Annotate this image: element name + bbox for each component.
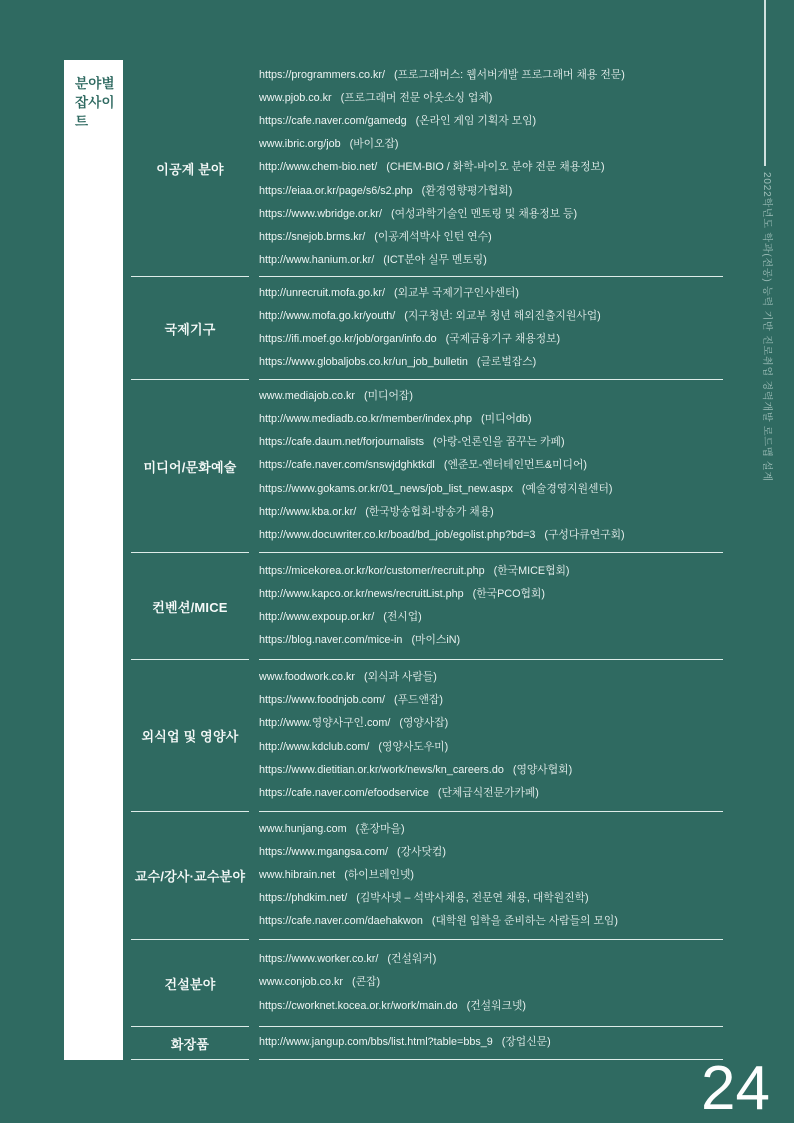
jobsite-url: https://www.foodnjob.com/	[259, 694, 386, 707]
category-label: 국제기구	[131, 277, 249, 380]
jobsite-entry	[259, 351, 723, 374]
jobsite-url: https://blog.naver.com/mice-in	[259, 634, 403, 647]
jobsite-url: https://www.globaljobs.co.kr/un_job_bulletin	[259, 356, 468, 369]
jobsite-entry	[259, 841, 723, 864]
jobsite-url: https://snejob.brms.kr/	[259, 230, 366, 243]
jobsite-url: https://www.wbridge.or.kr/	[259, 207, 383, 220]
table-section	[131, 60, 723, 277]
jobsite-description: (예술경영지원센터)	[521, 482, 613, 495]
jobsite-url: https://www.dietitian.or.kr/work/news/kn_careers.do	[259, 763, 504, 776]
jobsite-entry	[259, 910, 723, 933]
jobsite-url: http://www.hanium.or.kr/	[259, 253, 375, 266]
jobsite-url: https://www.mgangsa.com/	[259, 845, 389, 858]
jobsite-description: (프로그래머스: 웹서버개발 프로그래머 채용 전문)	[394, 69, 625, 82]
jobsite-url: http://www.영양사구인.com/	[259, 717, 391, 730]
jobsite-url: www.pjob.co.kr	[259, 92, 332, 105]
jobsite-url: https://cafe.naver.com/efoodservice	[259, 786, 429, 799]
jobsite-description: (외교부 국제기구인사센터)	[394, 286, 519, 299]
jobsite-description: (글로벌잡스)	[476, 356, 537, 369]
jobsite-entry	[259, 887, 723, 910]
table-section	[131, 940, 723, 1027]
entry-list	[259, 380, 723, 553]
jobsite-entry	[259, 454, 723, 477]
jobsite-entry	[259, 64, 723, 87]
jobsite-entry	[259, 431, 723, 454]
jobsite-entry	[259, 203, 723, 226]
jobsite-description: (ICT분야 실무 멘토링)	[383, 253, 487, 266]
jobsite-description: (김박사넷 – 석박사채용, 전문연 채용, 대학원진학)	[356, 892, 589, 905]
jobsite-url: http://www.kba.or.kr/	[259, 505, 357, 518]
jobsite-description: (구성다큐연구회)	[544, 528, 625, 541]
jobsite-url: www.hunjang.com	[259, 822, 347, 835]
category-label: 이공계 분야	[131, 60, 249, 277]
jobsite-description: (미디어db)	[481, 413, 532, 426]
jobsite-entry	[259, 629, 723, 652]
jobsite-entry	[259, 818, 723, 841]
jobsite-entry	[259, 759, 723, 782]
jobsite-description: (국제금융기구 채용정보)	[445, 333, 561, 345]
jobsite-entry	[259, 478, 723, 501]
jobsite-url: https://phdkim.net/	[259, 892, 348, 905]
jobsite-entry	[259, 282, 723, 305]
jobsite-description: (마이스iN)	[411, 634, 461, 647]
jobsite-url: http://www.mofa.go.kr/youth/	[259, 309, 396, 322]
jobsite-entry	[259, 864, 723, 887]
jobsite-description: (지구청년: 외교부 청년 해외진출지원사업)	[404, 309, 601, 322]
jobsite-url: http://www.kapco.or.kr/news/recruitList.php	[259, 587, 464, 600]
jobsite-description: (훈장마을)	[355, 822, 405, 835]
jobsite-url: www.mediajob.co.kr	[259, 390, 356, 403]
jobsite-url: https://programmers.co.kr/	[259, 69, 385, 82]
jobsite-description: (외식과 사람들)	[364, 671, 437, 684]
jobsite-url: http://www.kdclub.com/	[259, 740, 370, 753]
jobsite-description: (엔준모-엔터테인먼트&미디어)	[443, 459, 587, 472]
jobsite-entry	[259, 560, 723, 583]
entry-list	[259, 1027, 723, 1060]
jobsite-description: (푸드앤잡)	[394, 694, 443, 707]
jobsite-description: (강사닷컴)	[397, 845, 446, 858]
jobsite-description: (프로그래머 전문 아웃소싱 업체)	[340, 92, 493, 105]
table-section	[131, 1027, 723, 1060]
page-number: 24	[701, 1054, 770, 1123]
jobsite-entry	[259, 948, 723, 971]
jobsite-description: (콘잡)	[352, 976, 381, 989]
jobsite-entry	[259, 712, 723, 735]
jobsite-entry	[259, 87, 723, 110]
jobsite-description: (미디어잡)	[364, 390, 413, 403]
jobsite-description: (하이브레인넷)	[344, 868, 414, 881]
sidebar-label-line1: 분야별	[75, 76, 115, 91]
jobsite-description: (장업신문)	[501, 1036, 551, 1049]
sidebar-category-label	[64, 60, 123, 132]
jobsite-entry	[259, 133, 723, 156]
category-label: 컨벤션/MICE	[131, 553, 249, 660]
jobsite-url: https://www.worker.co.kr/	[259, 953, 379, 966]
sidebar-category-box	[64, 60, 123, 1060]
category-label: 건설분야	[131, 940, 249, 1027]
jobsite-url: https://cworknet.kocea.or.kr/work/main.do	[259, 999, 458, 1012]
right-margin-rule	[764, 0, 766, 166]
jobsite-description: (아랑-언론인을 꿈꾸는 카페)	[433, 436, 565, 449]
jobsite-url: https://eiaa.or.kr/page/s6/s2.php	[259, 184, 413, 197]
jobsite-entry	[259, 110, 723, 133]
jobsite-description: (건설워커)	[387, 953, 437, 966]
jobsite-url: https://cafe.naver.com/gamedg	[259, 115, 407, 128]
category-label: 미디어/문화예술	[131, 380, 249, 553]
side-note-vertical-text: 2022학년도 학과(전공) 능력 기반 진로취업 경력개발 로드맵 설계	[761, 172, 772, 482]
jobsite-description: (여성과학기술인 멘토링 및 채용정보 등)	[391, 207, 578, 220]
jobsite-url: www.foodwork.co.kr	[259, 671, 356, 684]
jobsite-description: (이공계석박사 인턴 연수)	[374, 230, 492, 243]
jobsite-entry	[259, 180, 723, 203]
jobsite-url: https://ifi.moef.go.kr/job/organ/info.do	[259, 333, 437, 345]
jobsite-description: (전시업)	[383, 611, 422, 623]
entry-list	[259, 277, 723, 380]
entry-list	[259, 660, 723, 812]
jobsite-entry	[259, 305, 723, 328]
jobsite-description: (한국PCO협회)	[472, 587, 545, 600]
table-section	[131, 553, 723, 660]
entry-list	[259, 812, 723, 940]
jobsite-description: (단체급식전문가카페)	[437, 786, 539, 799]
jobsite-url: https://cafe.naver.com/snswjdghktkdl	[259, 459, 435, 472]
entry-list	[259, 940, 723, 1027]
jobsite-url: http://www.expoup.or.kr/	[259, 611, 375, 623]
jobsite-url: http://www.jangup.com/bbs/list.html?table=bbs_9	[259, 1036, 493, 1049]
jobsite-url: http://www.docuwriter.co.kr/boad/bd_job/egolist.php?bd=3	[259, 528, 536, 541]
jobsite-entry	[259, 249, 723, 272]
jobsite-url: www.conjob.co.kr	[259, 976, 344, 989]
jobsite-description: (온라인 게임 기획자 모임)	[415, 115, 537, 128]
jobsite-description: (건설워크넷)	[466, 999, 526, 1012]
jobsite-entry	[259, 606, 723, 629]
entry-list	[259, 553, 723, 660]
jobsite-entry	[259, 583, 723, 606]
jobsite-description: (환경영향평가협회)	[421, 184, 513, 197]
jobsite-url: https://micekorea.or.kr/kor/customer/recruit.php	[259, 564, 485, 577]
jobsite-url: http://www.mediadb.co.kr/member/index.php	[259, 413, 473, 426]
jobsite-description: (한국방송협회-방송가 채용)	[365, 505, 494, 518]
jobsite-description: (한국MICE협회)	[493, 564, 570, 577]
jobsite-entry	[259, 1031, 723, 1054]
entry-list	[259, 60, 723, 277]
sidebar-label-line2: 잡사이트	[75, 94, 115, 129]
jobsite-description: (영양사잡)	[399, 717, 449, 730]
table-section	[131, 380, 723, 553]
jobsite-entry	[259, 385, 723, 408]
jobsite-entry	[259, 736, 723, 759]
jobsite-description: (영양사협회)	[512, 763, 573, 776]
jobsite-url: www.ibric.org/job	[259, 138, 341, 151]
jobsite-entry	[259, 328, 723, 351]
jobsite-description: (CHEM-BIO / 화학-바이오 분야 전문 채용정보)	[386, 161, 605, 174]
jobsite-table	[131, 60, 723, 1060]
jobsite-entry	[259, 995, 723, 1018]
jobsite-description: (대학원 입학을 준비하는 사람들의 모임)	[431, 915, 618, 928]
jobsite-url: www.hibrain.net	[259, 868, 336, 881]
jobsite-entry	[259, 226, 723, 249]
jobsite-url: https://cafe.naver.com/daehakwon	[259, 915, 423, 928]
jobsite-entry	[259, 156, 723, 179]
jobsite-entry	[259, 666, 723, 689]
table-section	[131, 812, 723, 940]
jobsite-entry	[259, 408, 723, 431]
jobsite-entry	[259, 524, 723, 547]
jobsite-url: https://www.gokams.or.kr/01_news/job_list_new.aspx	[259, 482, 513, 495]
jobsite-entry	[259, 782, 723, 805]
table-section	[131, 660, 723, 812]
jobsite-entry	[259, 501, 723, 524]
category-label: 교수/강사·교수분야	[131, 812, 249, 940]
jobsite-url: http://www.chem-bio.net/	[259, 161, 378, 174]
jobsite-url: https://cafe.daum.net/forjournalists	[259, 436, 425, 449]
jobsite-url: http://unrecruit.mofa.go.kr/	[259, 286, 386, 299]
jobsite-entry	[259, 689, 723, 712]
table-section	[131, 277, 723, 380]
jobsite-description: (영양사도우미)	[378, 740, 449, 753]
category-label: 화장품	[131, 1027, 249, 1060]
jobsite-description: (바이오잡)	[349, 138, 399, 151]
jobsite-entry	[259, 971, 723, 994]
category-label: 외식업 및 영양사	[131, 660, 249, 812]
